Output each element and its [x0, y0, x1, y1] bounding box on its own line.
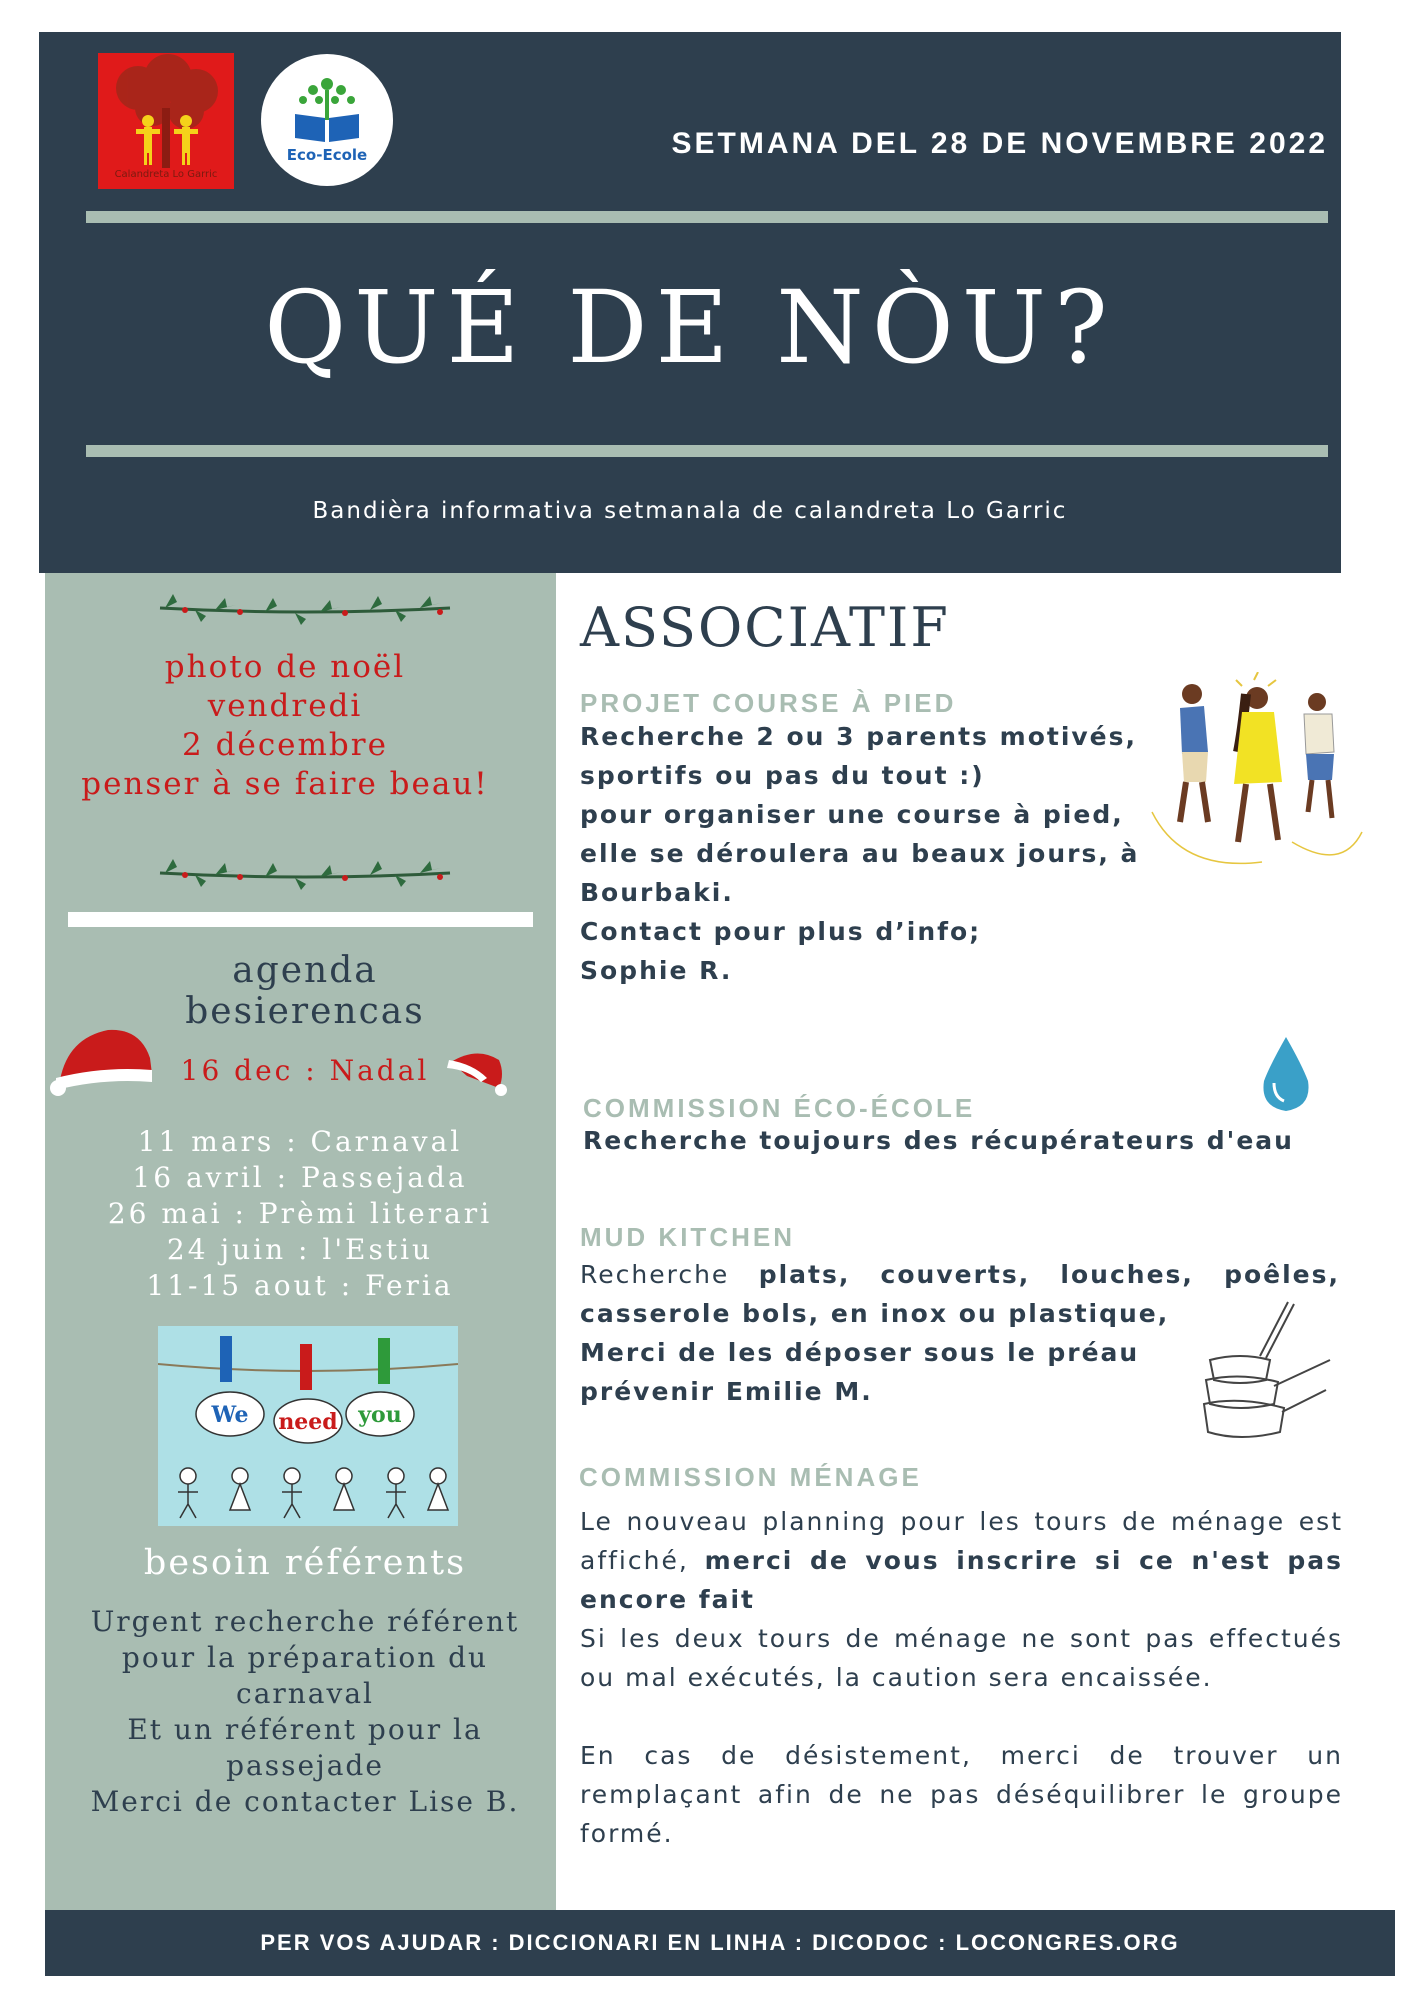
week-label: SETMANA DEL 28 DE NOVEMBRE 2022	[671, 127, 1328, 160]
santa-hat-icon	[447, 1042, 509, 1097]
referents-text: Urgent recherche référent pour la préparation du carnaval Et un référent pour la passejade Merci de contacter Lise B.	[90, 1605, 520, 1818]
photo-note: photo de noël vendredi 2 décembre penser à se faire beau!	[81, 649, 489, 802]
newsletter-title: QUÉ DE NÒU?	[264, 269, 1116, 386]
left-divider	[68, 912, 533, 927]
eco-heading: COMMISSION ÉCO-ÉCOLE	[583, 1093, 976, 1123]
list-item: 26 mai : Prèmi literari	[107, 1197, 493, 1230]
list-item: 11-15 aout : Feria	[146, 1269, 454, 1302]
agenda-list	[80, 1124, 520, 1304]
you-word: you	[358, 1402, 402, 1428]
pans-icon	[1200, 1300, 1335, 1445]
holly-garland-icon	[155, 853, 455, 893]
referents-title: besoin référents	[143, 1543, 467, 1583]
agenda-title: agenda besierencas	[185, 950, 425, 1032]
eco-ecole-logo	[261, 54, 393, 186]
eco-body: Recherche toujours des récupérateurs d'eau	[583, 1126, 1294, 1155]
newsletter-subtitle: Bandièra informativa setmanala de calandreta Lo Garric	[312, 498, 1068, 524]
need-word: need	[278, 1409, 338, 1435]
course-body: Recherche 2 ou 3 parents motivés, sportifs ou pas du tout :) pour organiser une course à pied, elle se déroulera au beaux jours, à Bourbaki. Contact pour plus d’info; Sophie R.	[580, 722, 1140, 985]
list-item: 11 mars : Carnaval	[137, 1125, 463, 1158]
mud-heading: MUD KITCHEN	[580, 1222, 795, 1252]
course-heading: PROJET COURSE À PIED	[580, 688, 957, 718]
book-tree-icon	[261, 54, 393, 186]
santa-hat-icon	[48, 1018, 158, 1103]
list-item: 24 juin : l'Estiu	[166, 1233, 434, 1266]
menage-body: Le nouveau planning pour les tours de ménage est affiché, merci de vous inscrire si ce n'est pas encore fait Si les deux tours de ménage ne sont pas effectués ou mal exécutés, la caution sera encaissée. En cas de désistement, merci de trouver un remplaçant afin de ne pas déséquilibrer le groupe formé.	[580, 1507, 1343, 1848]
calandreta-logo: Calandreta Lo Garric	[98, 53, 234, 189]
section-title: ASSOCIATIF	[580, 596, 950, 659]
runners-icon	[1142, 672, 1370, 892]
holly-garland-icon	[155, 588, 455, 628]
we-need-you-image	[158, 1326, 458, 1526]
header-rule-top	[86, 211, 1328, 223]
nadal-date: 16 dec : Nadal	[180, 1054, 430, 1087]
we-word: We	[211, 1402, 249, 1428]
menage-heading: COMMISSION MÉNAGE	[579, 1462, 922, 1492]
list-item: 16 avril : Passejada	[132, 1161, 468, 1194]
mud-body: Recherche plats, couverts, louches, poêles, casserole bols, en inox ou plastique, Merci de les déposer sous le préau prévenir Emilie M.	[580, 1260, 1340, 1406]
water-drop-icon	[1258, 1035, 1314, 1113]
header-rule-bottom	[86, 445, 1328, 457]
eco-ecole-label: Eco-Ecole	[286, 146, 368, 164]
footer-bar: PER VOS AJUDAR : DICCIONARI EN LINHA : DICODOC : LOCONGRES.ORG	[45, 1910, 1395, 1976]
